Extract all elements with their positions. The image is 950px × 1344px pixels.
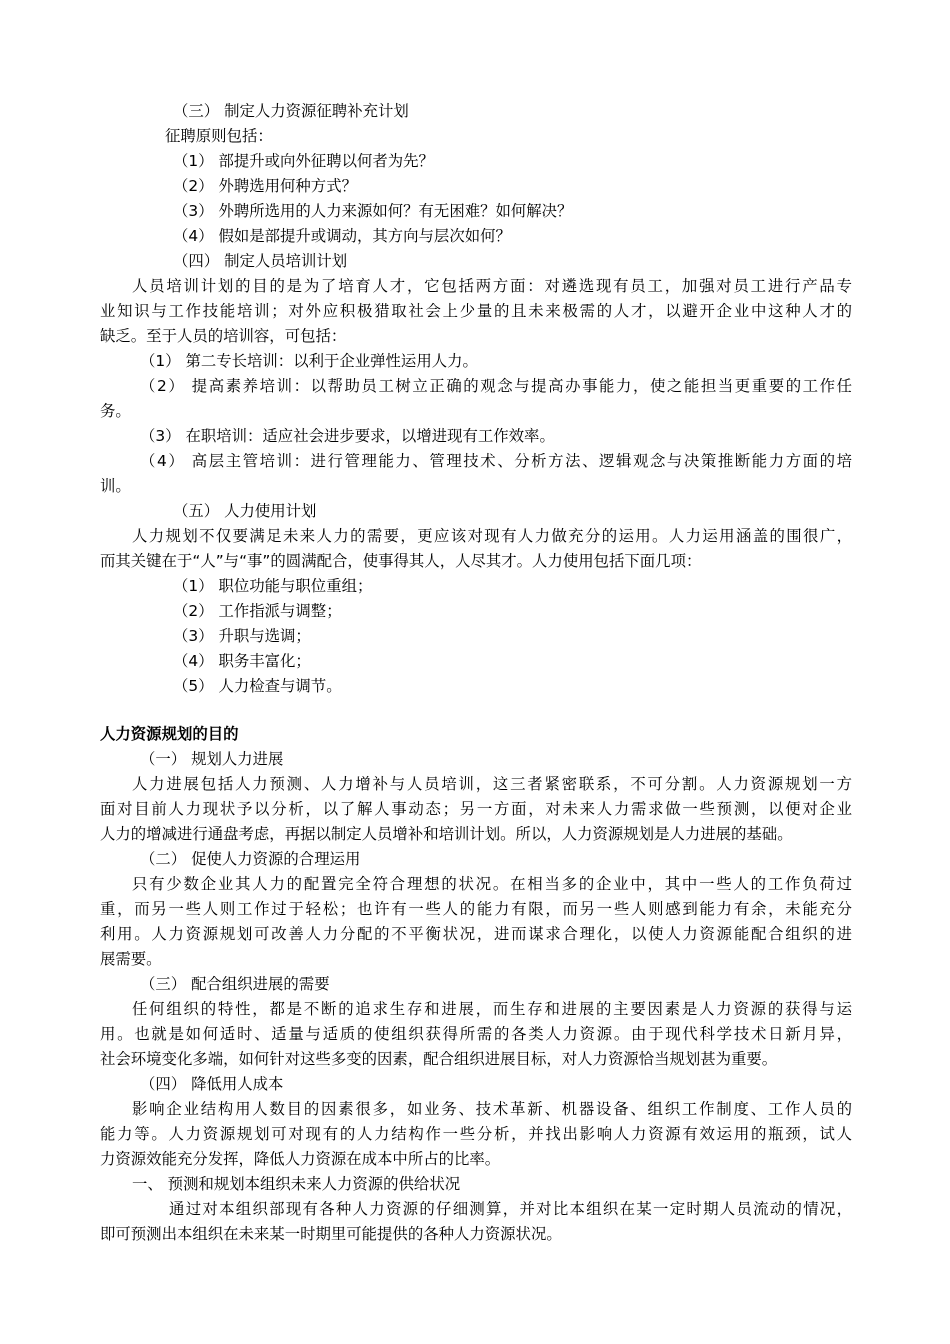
list-item: （3） 升职与选调； <box>173 627 311 645</box>
paragraph-line: 重，而另一些人则工作过于轻松；也许有一些人的能力有限，而另一些人则感到能力有余，未能充分 <box>100 900 852 918</box>
subheading: （三） 配合组织进展的需要 <box>140 975 330 993</box>
paragraph-line: 人员培训计划的目的是为了培育人才，它包括两方面：对遴选现有员工，加强对员工进行产品专 <box>132 277 852 295</box>
paragraph-line: 面对目前人力现状予以分析，以了解人事动态；另一方面，对未来人力需求做一些预测，以便对企业 <box>100 800 852 818</box>
subheading-training-plan: （四） 制定人员培训计划 <box>173 252 348 270</box>
paragraph-line: 通过对本组织部现有各种人力资源的仔细测算，并对比本组织在某一定时期人员流动的情况， <box>169 1200 852 1218</box>
subheading-usage-plan: （五） 人力使用计划 <box>173 502 317 520</box>
paragraph-line: 影响企业结构用人数目的因素很多，如业务、技术革新、机器设备、组织工作制度、工作人员的 <box>132 1100 852 1118</box>
paragraph-line: 力资源效能充分发挥，降低人力资源在成本中所占的比率。 <box>100 1150 501 1168</box>
subheading: 一、 预测和规划本组织未来人力资源的供给状况 <box>132 1175 461 1193</box>
subheading-recruitment-plan: （三） 制定人力资源征聘补充计划 <box>173 102 409 120</box>
section-heading: 人力资源规划的目的 <box>100 725 239 743</box>
paragraph-line: 只有少数企业其人力的配置完全符合理想的状况。在相当多的企业中，其中一些人的工作负荷过 <box>132 875 852 893</box>
list-item: （4） 职务丰富化； <box>173 652 311 670</box>
paragraph-line: 人力的增减进行通盘考虑，再据以制定人员增补和培训计划。所以，人力资源规划是人力进展的基础。 <box>100 825 793 843</box>
paragraph-line: 人力进展包括人力预测、人力增补与人员培训，这三者紧密联系，不可分割。人力资源规划一方 <box>132 775 852 793</box>
list-item: （2） 提高素养培训：以帮助员工树立正确的观念与提高办事能力，使之能担当更重要的工作任 <box>140 377 852 395</box>
list-item: （3） 在职培训：适应社会进步要求，以增进现有工作效率。 <box>140 427 555 445</box>
paragraph-line: 利用。人力资源规划可改善人力分配的不平衡状况，进而谋求合理化，以使人力资源能配合组织的进 <box>100 925 852 943</box>
subheading: （二） 促使人力资源的合理运用 <box>140 850 361 868</box>
list-item: （3） 外聘所选用的人力来源如何？有无困难？如何解决？ <box>173 202 573 220</box>
paragraph-line: 用。也就是如何适时、适量与适质的使组织获得所需的各类人力资源。由于现代科学技术日新月异， <box>100 1025 852 1043</box>
list-item: （1） 部提升或向外征聘以何者为先？ <box>173 152 434 170</box>
paragraph-line: 社会环境变化多端，如何针对这些多变的因素，配合组织进展目标，对人力资源恰当规划甚为重要。 <box>100 1050 778 1068</box>
subheading: （四） 降低用人成本 <box>140 1075 284 1093</box>
list-item: （1） 第二专长培训：以利于企业弹性运用人力。 <box>140 352 478 370</box>
subheading: （一） 规划人力进展 <box>140 750 284 768</box>
list-item: （4） 高层主管培训：进行管理能力、管理技术、分析方法、逻辑观念与决策推断能力方面的培 <box>140 452 852 470</box>
paragraph-line: 务。 <box>100 402 131 420</box>
list-item: （5） 人力检查与调节。 <box>173 677 342 695</box>
paragraph-line: 训。 <box>100 477 131 495</box>
paragraph-line: 展需要。 <box>100 950 162 968</box>
paragraph-line: 而其关键在于“人”与“事”的圆满配合，使事得其人，人尽其才。人力使用包括下面几项： <box>100 552 702 570</box>
paragraph-line: 征聘原则包括： <box>165 127 273 145</box>
paragraph-line: 业知识与工作技能培训；对外应积极猎取社会上少量的且未来极需的人才，以避开企业中这种人才的 <box>100 302 852 320</box>
paragraph-line: 任何组织的特性，都是不断的追求生存和进展，而生存和进展的主要因素是人力资源的获得与运 <box>132 1000 852 1018</box>
paragraph-line: 人力规划不仅要满足未来人力的需要，更应该对现有人力做充分的运用。人力运用涵盖的围很广， <box>132 527 852 545</box>
list-item: （4） 假如是部提升或调动，其方向与层次如何？ <box>173 227 511 245</box>
list-item: （2） 外聘选用何种方式？ <box>173 177 357 195</box>
paragraph-line: 缺乏。至于人员的培训容，可包括： <box>100 327 347 345</box>
paragraph-line: 即可预测出本组织在未来某一时期里可能提供的各种人力资源状况。 <box>100 1225 562 1243</box>
list-item: （2） 工作指派与调整； <box>173 602 342 620</box>
list-item: （1） 职位功能与职位重组； <box>173 577 373 595</box>
paragraph-line: 能力等。人力资源规划可对现有的人力结构作一些分析，并找出影响人力资源有效运用的瓶颈，试人 <box>100 1125 852 1143</box>
